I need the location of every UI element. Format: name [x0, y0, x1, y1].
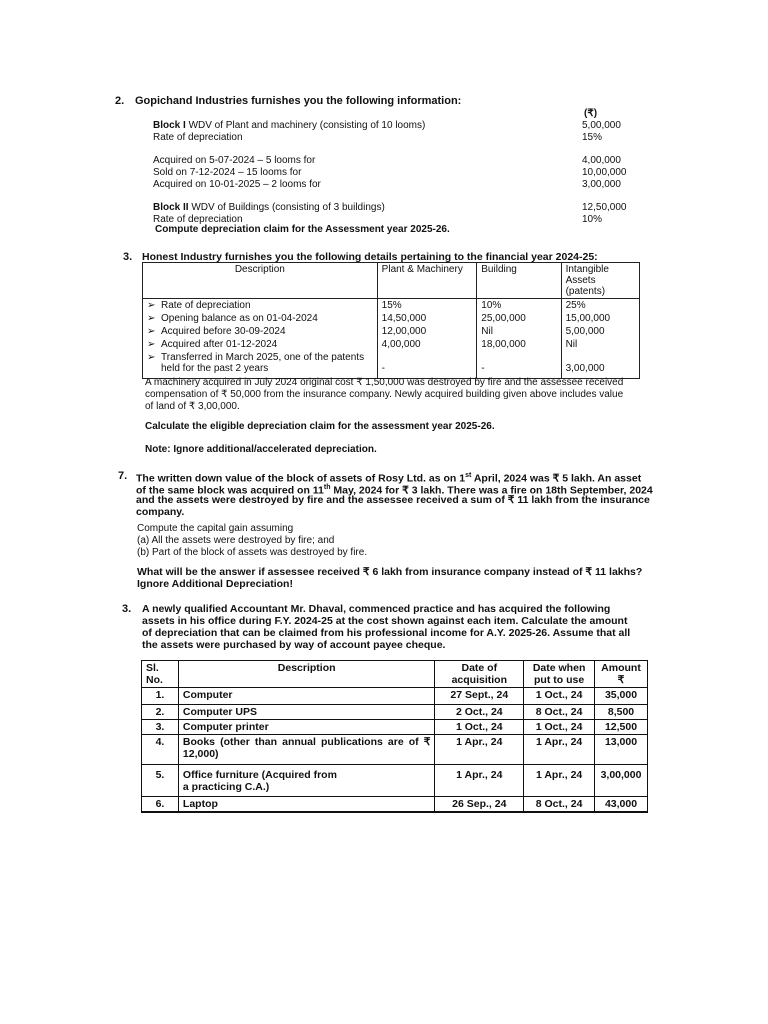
q3b-header-desc: Description [178, 661, 434, 688]
q2-number: 2. [115, 95, 125, 107]
q2-tx3-value: 3,00,000 [582, 179, 621, 190]
q3b-cell-desc: Computer UPS [178, 705, 434, 720]
q3b-table-header [142, 661, 648, 688]
q7-line2-a: of the same block was acquired on 11 [136, 484, 324, 497]
q2-rate-value: 15% [582, 132, 603, 143]
table-row [142, 797, 648, 813]
q2-block1-value: 5,00,000 [582, 120, 621, 131]
q3a-table [142, 262, 640, 379]
bullet-arrow-icon: ➢ [147, 352, 156, 363]
q3a-cell-desc [143, 299, 378, 313]
q7-number: 7. [118, 470, 128, 482]
q7-what-if-1: What will be the answer if assessee received ₹ 6 lakh from insurance company instead of ₹ 11 lakhs? [137, 566, 643, 578]
q3b-cell-put: 1 Oct., 24 [524, 720, 595, 735]
q3b-cell-sl: 1. [142, 688, 179, 705]
q3a-cell: 12,00,000 [377, 325, 477, 338]
q3b-cell-desc: Computer [178, 688, 434, 705]
q7-line1-sup: st [465, 472, 472, 479]
q3b-cell-desc: Computer printer [178, 720, 434, 735]
q3b-cell-desc-text: Office furniture (Acquired from a practicing C.A.) [182, 769, 337, 793]
bullet-arrow-icon: ➢ [147, 300, 156, 311]
q2-block1-label: Block I [153, 120, 186, 131]
q3b-cell-amount: 35,000 [595, 688, 648, 705]
q3a-row-desc: Opening balance as on 01-04-2024 [161, 313, 318, 324]
table-row [143, 325, 640, 338]
q3b-table [141, 660, 648, 813]
q2-tx2-value: 10,00,000 [582, 167, 627, 178]
q3a-cell: 25% [561, 299, 639, 313]
q3b-cell-desc [178, 765, 434, 797]
q3a-note1-line1: A machinery acquired in July 2024 original cost ₹ 1,50,000 was destroyed by fire and the assessee received [145, 377, 624, 388]
q2-tx2-label: Sold on 7-12-2024 – 15 looms for [153, 167, 302, 178]
q2-block2-text: WDV of Buildings (consisting of 3 buildings) [188, 202, 385, 213]
q3a-cell: 4,00,000 [377, 338, 477, 351]
q3b-line1: A newly qualified Accountant Mr. Dhaval, commenced practice and has acquired the following [142, 603, 611, 615]
bullet-arrow-icon: ➢ [147, 313, 156, 324]
q3a-calc: Calculate the eligible depreciation claim for the assessment year 2025-26. [145, 421, 495, 432]
q3a-header-intangible: Intangible Assets (patents) [561, 263, 639, 299]
q3b-cell-desc: Books (other than annual publications are of ₹ 12,000) [178, 735, 434, 765]
q3a-header-building: Building [477, 263, 561, 299]
q2-block2-line [153, 202, 385, 214]
q3b-cell-doa: 27 Sept., 24 [435, 688, 524, 705]
q3a-cell: 18,00,000 [477, 338, 561, 351]
q2-block2-label: Block II [153, 202, 189, 213]
table-row [142, 720, 648, 735]
q2-block2-value: 12,50,000 [582, 202, 627, 213]
q2-tx3-label: Acquired on 10-01-2025 – 2 looms for [153, 179, 321, 190]
q3a-header-plant: Plant & Machinery [377, 263, 477, 299]
q7-line4: company. [136, 506, 185, 518]
q3b-line4: the assets were purchased by way of account payee cheque. [142, 639, 446, 651]
q3b-cell-sl: 4. [142, 735, 179, 765]
q3b-cell-amount: 3,00,000 [595, 765, 648, 797]
q7-compute: Compute the capital gain assuming [137, 523, 294, 534]
q3b-line3: of depreciation that can be claimed from his professional income for A.Y. 2025-26. Assume that all [142, 627, 631, 639]
q3a-cell-desc [143, 325, 378, 338]
q3b-cell-sl: 5. [142, 765, 179, 797]
q3a-cell-desc [143, 351, 378, 379]
q3a-row-desc: Transferred in March 2025, one of the patents held for the past 2 years [161, 352, 365, 374]
bullet-arrow-icon: ➢ [147, 326, 156, 337]
q3a-cell: - [477, 351, 561, 379]
q3b-header-amount: Amount ₹ [595, 661, 648, 688]
q3a-cell: 15% [377, 299, 477, 313]
q7-line2-sup: th [323, 484, 331, 491]
table-row [142, 735, 648, 765]
q3b-cell-doa: 1 Apr., 24 [435, 765, 524, 797]
q3a-cell: Nil [477, 325, 561, 338]
bullet-arrow-icon: ➢ [147, 339, 156, 350]
q2-rate-label: Rate of depreciation [153, 132, 243, 143]
q3a-number: 3. [123, 251, 133, 263]
q7-line3: and the assets were destroyed by fire and the assessee received a sum of ₹ 11 lakh from the insurance [136, 494, 650, 506]
q2-tx1-label: Acquired on 5-07-2024 – 5 looms for [153, 155, 316, 166]
q3b-header-put: Date when put to use [524, 661, 595, 688]
q3b-cell-amount: 43,000 [595, 797, 648, 813]
q3a-cell-desc [143, 338, 378, 351]
table-row [143, 299, 640, 313]
q3b-cell-put: 1 Apr., 24 [524, 735, 595, 765]
q3b-cell-amount: 8,500 [595, 705, 648, 720]
q7-line1-b: April, 2024 was ₹ 5 lakh. An asset [471, 472, 642, 485]
q3b-cell-put: 1 Oct., 24 [524, 688, 595, 705]
q3a-header-description: Description [143, 263, 378, 299]
table-row [143, 338, 640, 351]
q7-line1-a: The written down value of the block of assets of Rosy Ltd. as on 1 [136, 472, 466, 485]
q7-option-a: (a) All the assets were destroyed by fire; and [137, 535, 335, 546]
table-row [143, 312, 640, 325]
q3b-cell-doa: 26 Sep., 24 [435, 797, 524, 813]
q3b-header-sl: Sl. No. [142, 661, 179, 688]
q3b-cell-sl: 6. [142, 797, 179, 813]
q3b-cell-doa: 1 Apr., 24 [435, 735, 524, 765]
q3a-table-header [143, 263, 640, 299]
q3a-cell: 15,00,000 [561, 312, 639, 325]
q3b-line2: assets in his office during F.Y. 2024-25 at the cost shown against each item. Calculate the amount [142, 615, 628, 627]
q3a-title: Honest Industry furnishes you the following details pertaining to the financial year 2024-25: [142, 251, 598, 263]
q3a-cell: - [377, 351, 477, 379]
q3b-cell-amount: 12,500 [595, 720, 648, 735]
q2-tx1-value: 4,00,000 [582, 155, 621, 166]
q2-cutoff-text: Compute depreciation claim for the Assessment year 2025-26. [155, 224, 450, 235]
q3b-cell-put: 8 Oct., 24 [524, 797, 595, 813]
q2-currency-header: (₹) [584, 108, 598, 119]
q3a-note1-line3: of land of ₹ 3,00,000. [145, 401, 240, 412]
q3a-note2: Note: Ignore additional/accelerated depreciation. [145, 444, 377, 455]
q3a-row-desc: Rate of depreciation [161, 300, 251, 311]
q7-option-b: (b) Part of the block of assets was destroyed by fire. [137, 547, 368, 558]
q3a-cell: Nil [561, 338, 639, 351]
q3a-cell: 14,50,000 [377, 312, 477, 325]
q3a-cell: 10% [477, 299, 561, 313]
q2-title: Gopichand Industries furnishes you the following information: [135, 95, 462, 107]
q7-what-if-2: Ignore Additional Depreciation! [137, 578, 293, 590]
table-row [143, 351, 640, 379]
q7-line2-b: May, 2024 for ₹ 3 lakh. There was a fire on 18th September, 2024 [330, 484, 653, 497]
q3b-cell-doa: 1 Oct., 24 [435, 720, 524, 735]
q2-block1-text: WDV of Plant and machinery (consisting of 10 looms) [185, 120, 426, 131]
q3a-cell-desc [143, 312, 378, 325]
q3b-header-doa: Date of acquisition [435, 661, 524, 688]
q3a-row-desc: Acquired after 01-12-2024 [161, 339, 278, 350]
q3b-cell-amount: 13,000 [595, 735, 648, 765]
q3b-number: 3. [122, 603, 132, 615]
q3b-cell-sl: 3. [142, 720, 179, 735]
q2-block1-line [153, 120, 425, 132]
q3b-cell-sl: 2. [142, 705, 179, 720]
table-row [142, 705, 648, 720]
q3b-cell-put: 1 Apr., 24 [524, 765, 595, 797]
q3a-cell: 25,00,000 [477, 312, 561, 325]
q2-rate2-value: 10% [582, 214, 603, 225]
q3b-cell-doa: 2 Oct., 24 [435, 705, 524, 720]
q2-cutoff-clip [155, 224, 475, 238]
q3a-cell: 3,00,000 [561, 351, 639, 379]
q3a-cell: 5,00,000 [561, 325, 639, 338]
q2-rate2-label: Rate of depreciation [153, 214, 243, 225]
q3b-cell-put: 8 Oct., 24 [524, 705, 595, 720]
q3b-cell-desc: Laptop [178, 797, 434, 813]
q3a-note1-line2: compensation of ₹ 50,000 from the insurance company. Newly acquired building given above includes value [145, 389, 624, 400]
table-row [142, 765, 648, 797]
table-row [142, 688, 648, 705]
q3a-row-desc: Acquired before 30-09-2024 [161, 326, 286, 337]
